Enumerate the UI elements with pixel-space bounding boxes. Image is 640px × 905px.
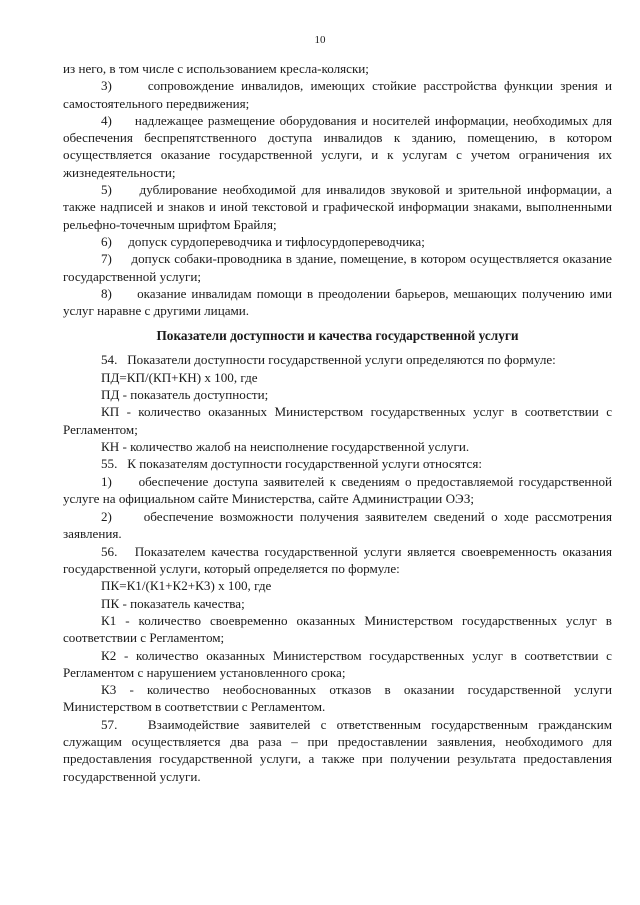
list-item-8: 8) оказание инвалидам помощи в преодолении барьеров, мешающих получению ими услуг наравне с другими лицами. bbox=[63, 285, 612, 319]
section-heading: Показатели доступности и качества государственной услуги bbox=[156, 328, 519, 344]
definition-k3: К3 - количество необоснованных отказов в оказании государственной услуги Министерством в соответствии с Регламентом. bbox=[63, 682, 612, 715]
definition-pd: ПД - показатель доступности; bbox=[101, 387, 269, 403]
paragraph-continuation: из него, в том числе с использованием кресла-коляски; bbox=[63, 61, 369, 76]
page-number: 10 bbox=[314, 34, 326, 46]
clause-55-item-2: 2) обеспечение возможности получения заявителем сведений о ходе рассмотрения заявления. bbox=[63, 509, 612, 542]
formula-quality: ПК=К1/(К1+К2+К3) х 100, где bbox=[101, 578, 272, 594]
definition-kn: КН - количество жалоб на неисполнение государственной услуги. bbox=[101, 438, 470, 454]
clause-56: 56. Показателем качества государственной услуги является своевременность оказания государственной услуги, который определяется по формуле: bbox=[63, 543, 612, 577]
list-item-4: 4) надлежащее размещение оборудования и носителей информации, необходимых для обеспечения беспрепятственного доступа инвалидов к зданию, помещению, в котором осуществляется оказание государственной услуги, и к услугам с учетом ограничения их жизнедеятельности; bbox=[63, 112, 612, 180]
definition-k2: К2 - количество оказанных Министерством государственных услуг в соответствии с Регламентом с нарушением установленного срока; bbox=[63, 647, 612, 680]
definition-kp: КП - количество оказанных Министерством государственных услуг в соответствии с Регламентом; bbox=[63, 404, 612, 437]
list-item-5: 5) дублирование необходимой для инвалидов звуковой и зрительной информации, а также надписей и знаков и иной текстовой и графической информации знаками, выполненными рельефно-точечным шрифтом Брайля; bbox=[63, 182, 612, 232]
clause-55: 55. К показателям доступности государственной услуги относятся: bbox=[101, 456, 483, 472]
clause-57: 57. Взаимодействие заявителей с ответственным государственным гражданским служащим осуществляется два раза – при предоставлении заявления, необходимого для предоставления государственной услуги, а также при получении результата предоставления государственной услуги. bbox=[63, 716, 612, 784]
definition-pk: ПК - показатель качества; bbox=[101, 595, 245, 611]
clause-54: 54. Показатели доступности государственной услуги определяются по формуле: bbox=[101, 352, 556, 368]
list-item-3: 3) сопровождение инвалидов, имеющих стойкие расстройства функции зрения и самостоятельного передвижения; bbox=[63, 78, 612, 111]
list-item-7: 7) допуск собаки-проводника в здание, помещение, в котором осуществляется оказание государственной услуги; bbox=[63, 251, 612, 284]
clause-55-item-1: 1) обеспечение доступа заявителей к сведениям о предоставляемой государственной услуге на официальном сайте Министерства, сайте Администрации ОЭЗ; bbox=[63, 473, 612, 506]
page-body bbox=[63, 60, 612, 785]
definition-k1: К1 - количество своевременно оказанных Министерством государственных услуг в соответствии с Регламентом; bbox=[63, 612, 612, 646]
list-item-6: 6) допуск сурдопереводчика и тифлосурдопереводчика; bbox=[101, 233, 425, 249]
formula-accessibility: ПД=КП/(КП+КН) х 100, где bbox=[101, 369, 258, 385]
